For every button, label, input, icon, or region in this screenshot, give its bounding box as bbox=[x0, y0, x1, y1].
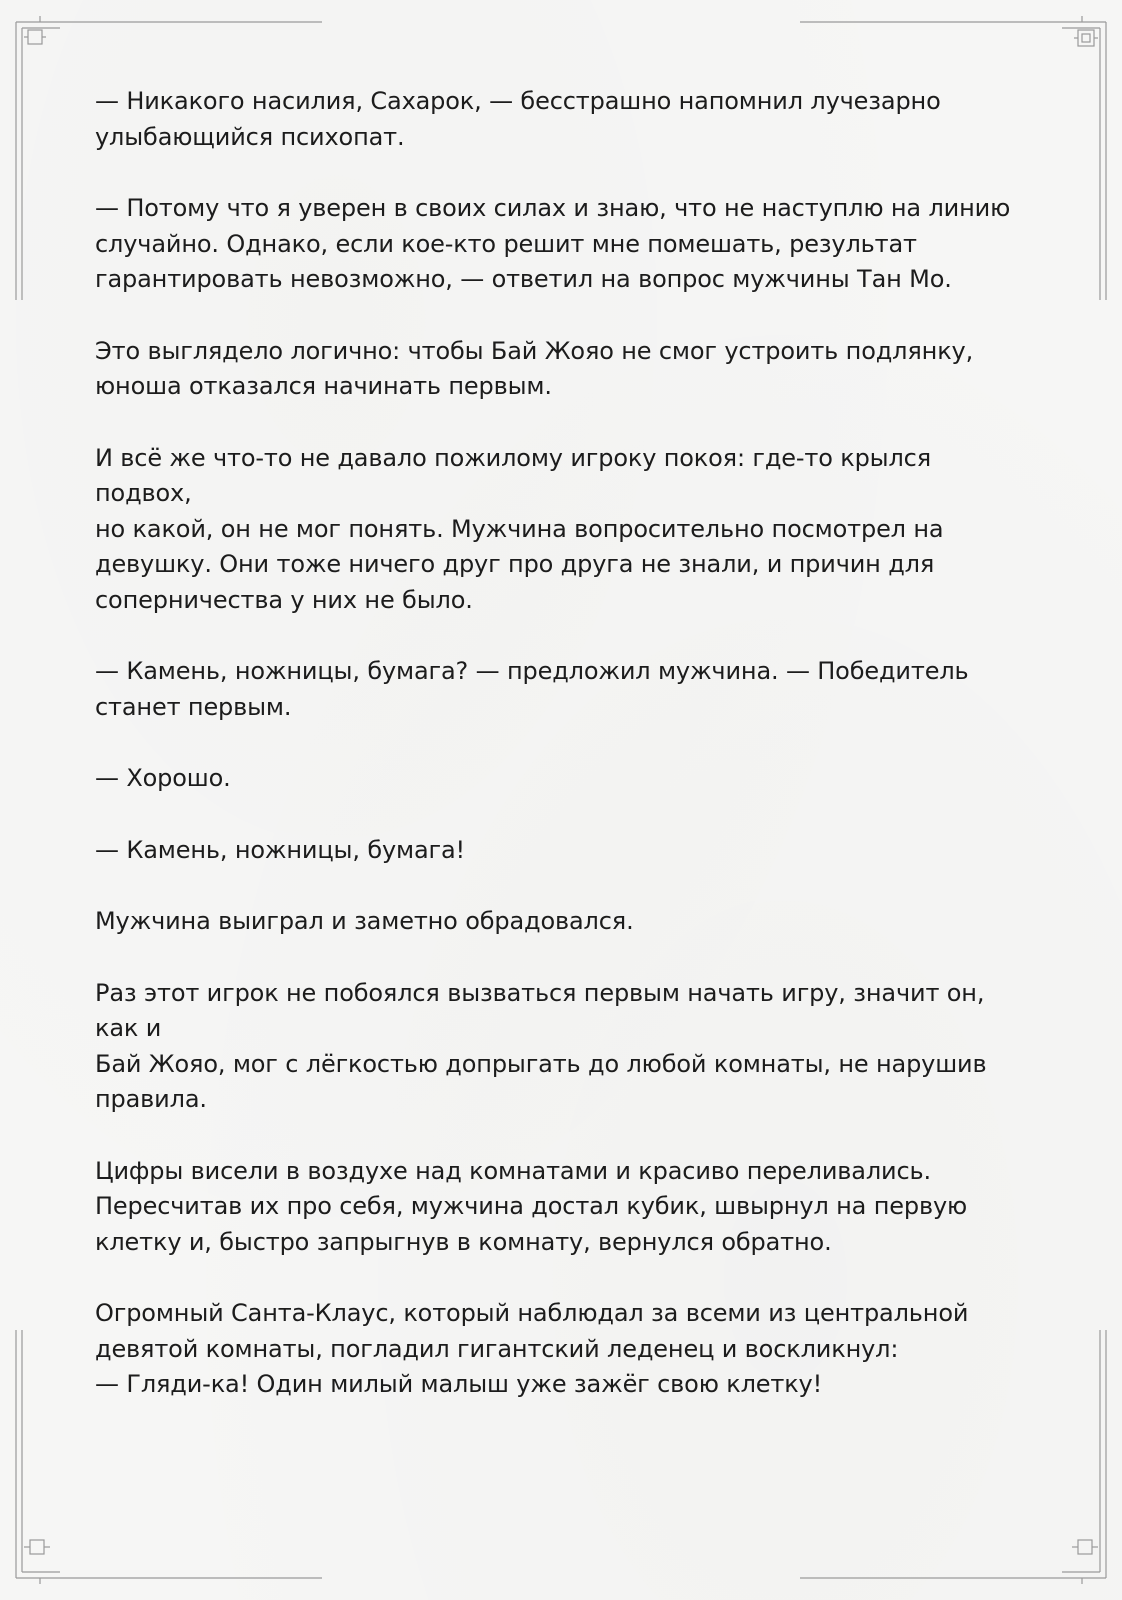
paragraph: Мужчина выиграл и заметно обрадовался. bbox=[95, 907, 634, 935]
paragraph: — Камень, ножницы, бумага! bbox=[95, 835, 466, 864]
paragraph: И всё же что-то не давало пожилому игроку покоя: где-то крылся подвох, но какой, он не мог понять. Мужчина вопросительно посмотрел на девушку. Они тоже ничего друг про друга не знали, и причин для соперничества у них не было. bbox=[95, 443, 944, 614]
paragraph: Раз этот игрок не побоялся вызваться первым начать игру, значит он, как и Бай Жояо, мог с лёгкостью допрыгать до любой комнаты, не нарушив правила. bbox=[95, 978, 987, 1113]
paragraph: — Потому что я уверен в своих силах и знаю, что не наступлю на линию случайно. Однако, если кое-кто решит мне помешать, результат гарантировать невозможно, — ответил на вопрос мужчины Тан Мо. bbox=[95, 194, 1011, 293]
paragraph: — Камень, ножницы, бумага? — предложил мужчина. — Победитель станет первым. bbox=[95, 657, 969, 721]
story-text bbox=[95, 84, 1035, 1439]
paragraph: Огромный Санта-Клаус, который наблюдал за всеми из центральной девятой комнаты, погладил гигантский леденец и воскликнул: — Гляди-ка! Один милый малыш уже зажёг свою клетку! bbox=[95, 1299, 969, 1398]
paragraph: Цифры висели в воздухе над комнатами и красиво переливались. Пересчитав их про себя, мужчина достал кубик, швырнул на первую клетку и, быстро запрыгнув в комнату, вернулся обратно. bbox=[95, 1156, 968, 1256]
paragraph: — Хорошо. bbox=[95, 764, 231, 792]
paragraph: Это выглядело логично: чтобы Бай Жояо не смог устроить подлянку, юноша отказался начинать первым. bbox=[95, 336, 974, 400]
paragraph: — Никакого насилия, Сахарок, — бесстрашно напомнил лучезарно улыбающийся психопат. bbox=[95, 87, 941, 151]
